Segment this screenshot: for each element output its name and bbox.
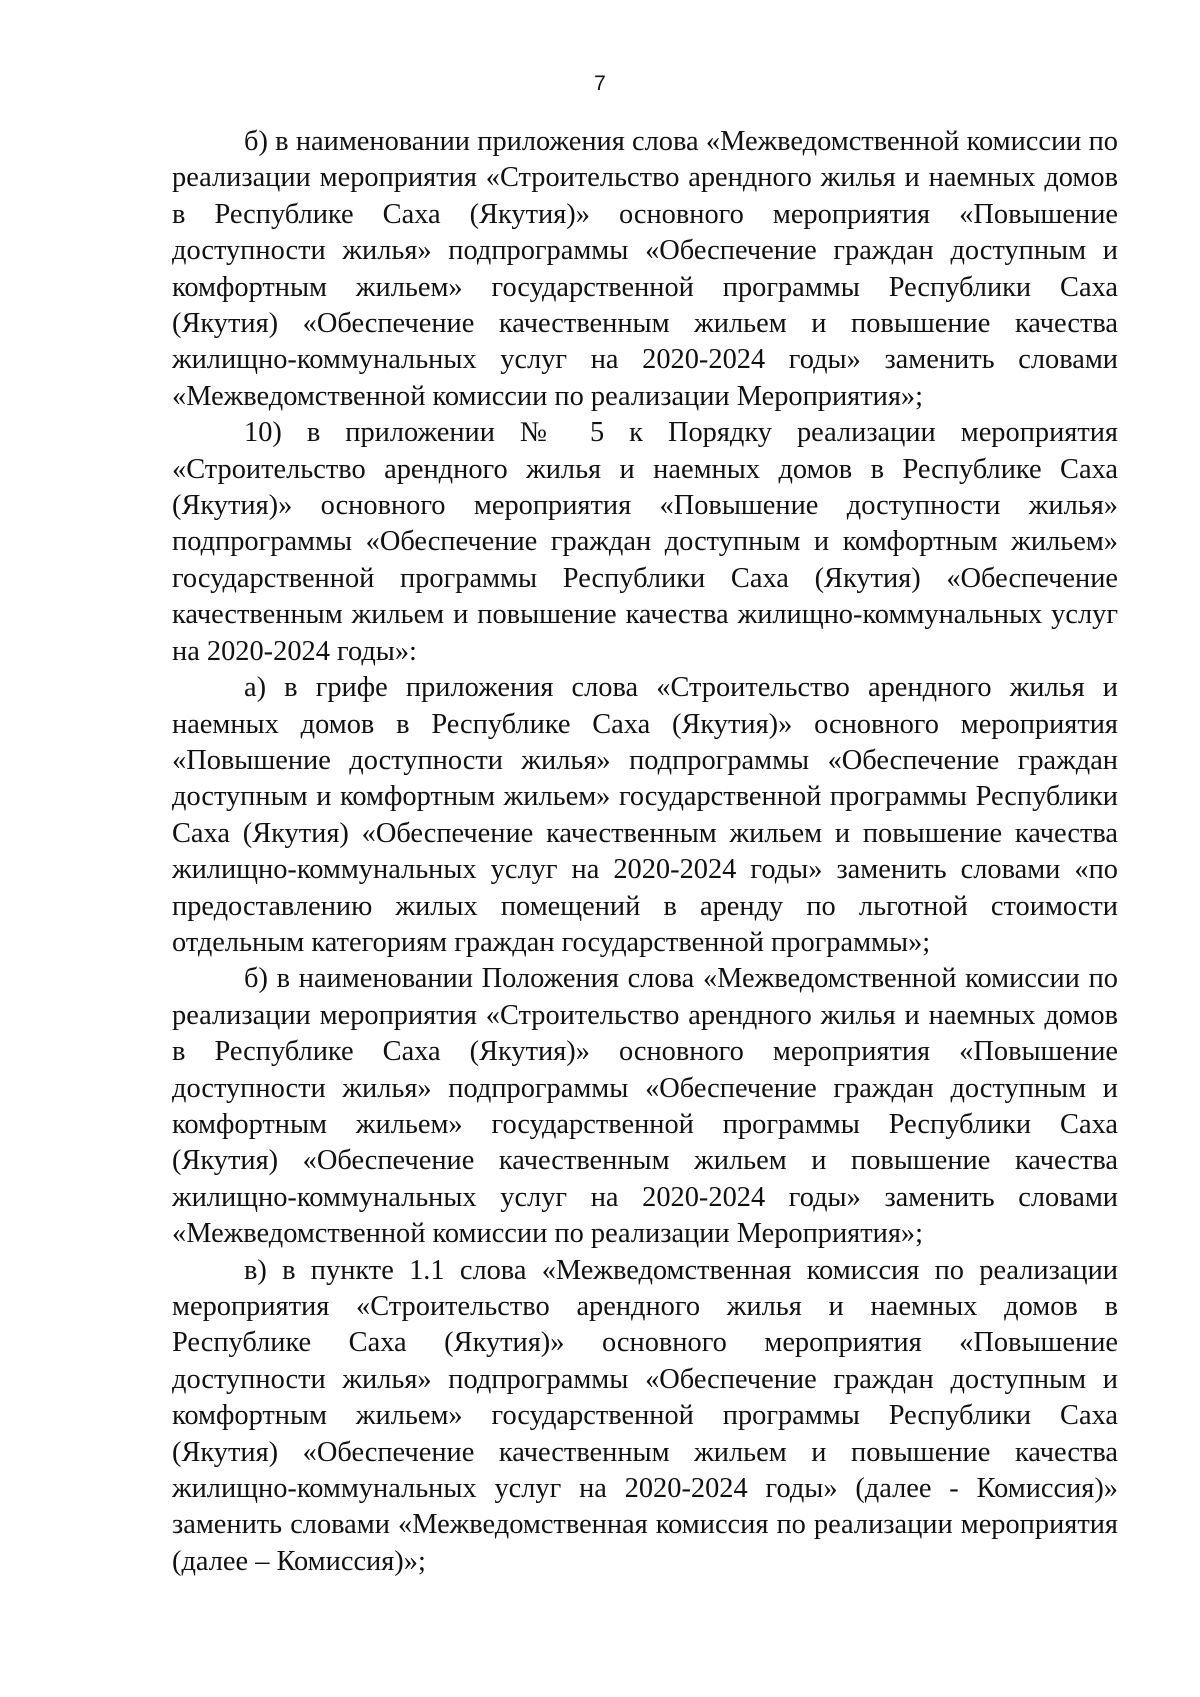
page-number: 7 xyxy=(594,72,606,95)
paragraph-v-clause-1-1: в) в пункте 1.1 слова «Межведомственная комиссия по реализации мероприятия «Строительство арендного жилья и наемных домов в Республике Саха (Якутия)» основного мероприятия «Повышение доступности жилья» подпрограммы «Обеспечение граждан доступным и комфортным жильем» государственной программы Республики Саха (Якутия) «Обеспечение качественным жильем и повышение качества жилищно-коммунальных услуг на 2020-2024 годы» (далее - Комиссия)» заменить словами «Межведомственная комиссия по реализации мероприятия (далее – Комиссия)»; xyxy=(172,1254,1118,1577)
paragraph-a-appendix-stamp: а) в грифе приложения слова «Строительство арендного жилья и наемных домов в Республике Саха (Якутия)» основного мероприятия «Повышение доступности жилья» подпрограммы «Обеспечение граждан доступным и комфортным жильем» государственной программы Республики Саха (Якутия) «Обеспечение качественным жильем и повышение качества жилищно-коммунальных услуг на 2020-2024 годы» заменить словами «по предоставлению жилых помещений в аренду по льготной стоимости отдельным категориям граждан государственной программы»; xyxy=(172,672,1118,958)
document-body xyxy=(172,124,1118,1580)
paragraph-b-regulation-title: б) в наименовании Положения слова «Межведомственной комиссии по реализации мероприятия «Строительство арендного жилья и наемных домов в Республике Саха (Якутия)» основного мероприятия «Повышение доступности жилья» подпрограммы «Обеспечение граждан доступным и комфортным жильем» государственной программы Республики Саха (Якутия) «Обеспечение качественным жильем и повышение качества жилищно-коммунальных услуг на 2020-2024 годы» заменить словами «Межведомственной комиссии по реализации Мероприятия»; xyxy=(172,963,1118,1250)
paragraph-b-appendix-title: б) в наименовании приложения слова «Межведомственной комиссии по реализации мероприятия «Строительство арендного жилья и наемных домов в Республике Саха (Якутия)» основного мероприятия «Повышение доступности жилья» подпрограммы «Обеспечение граждан доступным и комфортным жильем» государственной программы Республики Саха (Якутия) «Обеспечение качественным жильем и повышение качества жилищно-коммунальных услуг на 2020-2024 годы» заменить словами «Межведомственной комиссии по реализации Мероприятия»; xyxy=(172,126,1118,412)
paragraph-10-appendix-5: 10) в приложении № 5 к Порядку реализации мероприятия «Строительство арендного жилья и наемных домов в Республике Саха (Якутия)» основного мероприятия «Повышение доступности жилья» подпрограммы «Обеспечение граждан доступным и комфортным жильем» государственной программы Республики Саха (Якутия) «Обеспечение качественным жильем и повышение качества жилищно-коммунальных услуг на 2020-2024 годы»: xyxy=(172,417,1118,667)
